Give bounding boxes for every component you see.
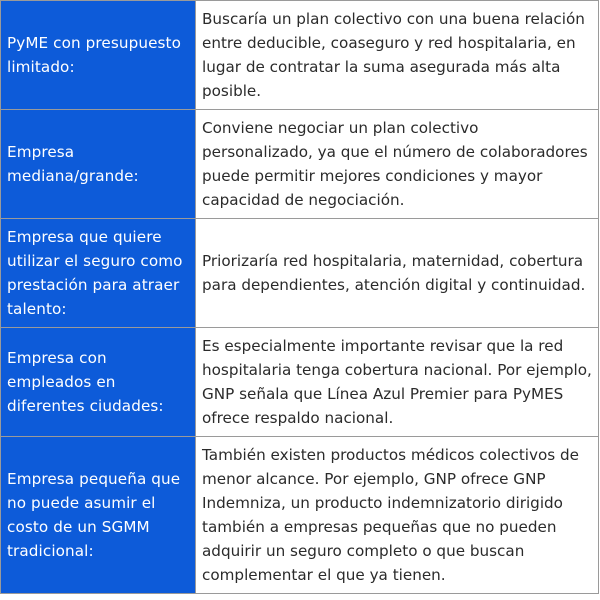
table-row bbox=[1, 1, 599, 110]
row-label: PyME con presupuesto limitado: bbox=[1, 1, 196, 110]
row-label: Empresa con empleados en diferentes ciudades: bbox=[1, 328, 196, 437]
row-label: Empresa que quiere utilizar el seguro como prestación para atraer talento: bbox=[1, 219, 196, 328]
row-description: Priorizaría red hospitalaria, maternidad, cobertura para dependientes, atención digital y continuidad. bbox=[196, 219, 599, 328]
row-label: Empresa pequeña que no puede asumir el costo de un SGMM tradicional: bbox=[1, 437, 196, 594]
row-description: Buscaría un plan colectivo con una buena relación entre deducible, coaseguro y red hospitalaria, en lugar de contratar la suma asegurada más alta posible. bbox=[196, 1, 599, 110]
row-description: También existen productos médicos colectivos de menor alcance. Por ejemplo, GNP ofrece GNP Indemniza, un producto indemnizatorio dirigido también a empresas pequeñas que no pueden adquirir un seguro completo o que buscan complementar el que ya tienen. bbox=[196, 437, 599, 594]
table-row bbox=[1, 110, 599, 219]
table-row bbox=[1, 437, 599, 594]
row-description: Conviene negociar un plan colectivo personalizado, ya que el número de colaboradores puede permitir mejores condiciones y mayor capacidad de negociación. bbox=[196, 110, 599, 219]
row-description: Es especialmente importante revisar que la red hospitalaria tenga cobertura nacional. Por ejemplo, GNP señala que Línea Azul Premier para PyMES ofrece respaldo nacional. bbox=[196, 328, 599, 437]
table-row bbox=[1, 328, 599, 437]
row-label: Empresa mediana/grande: bbox=[1, 110, 196, 219]
table-row bbox=[1, 219, 599, 328]
